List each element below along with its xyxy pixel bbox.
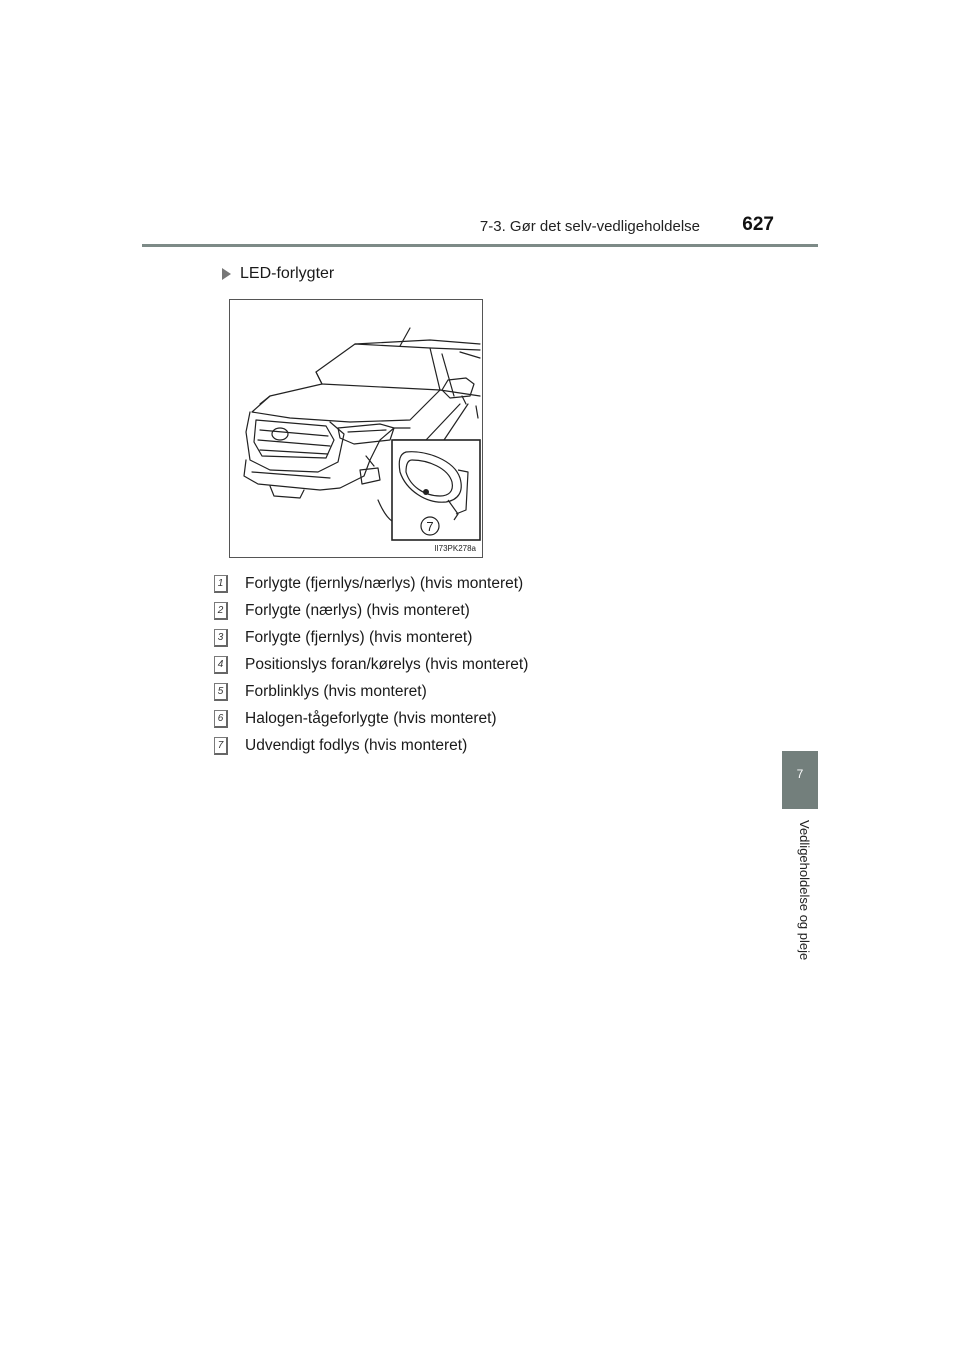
legend-list [214,570,528,759]
legend-number-badge: 3 [214,629,228,647]
legend-number-badge: 5 [214,683,228,701]
header-rule [142,244,818,247]
legend-number-badge: 1 [214,575,228,593]
header-title: 7-3. Gør det selv-vedligeholdelse [479,218,700,235]
legend-item [214,678,528,705]
chapter-number: 7 [796,767,804,781]
legend-text: Forlygte (fjernlys/nærlys) (hvis monteret) [245,574,524,592]
figure-code: II73PK278a [434,544,476,553]
page-number: 627 [742,214,774,235]
chapter-side-title: Vedligeholdelse og pleje [797,820,812,961]
legend-item [214,570,528,597]
legend-text: Udvendigt fodlys (hvis monteret) [245,736,468,754]
legend-item [214,624,528,651]
section-heading [222,265,334,283]
triangle-bullet-icon [222,268,231,280]
legend-text: Forblinklys (hvis monteret) [245,682,427,700]
legend-number-badge: 4 [214,656,228,674]
section-heading-text: LED-forlygter [240,265,335,282]
figure-callout-number: 7 [426,519,434,534]
legend-text: Halogen-tågeforlygte (hvis monteret) [245,709,497,727]
vehicle-illustration [230,300,482,557]
legend-item [214,597,528,624]
legend-number-badge: 2 [214,602,228,620]
legend-item [214,705,528,732]
legend-text: Positionslys foran/kørelys (hvis monteret) [245,655,529,673]
legend-item [214,651,528,678]
vehicle-figure [229,299,483,558]
legend-number-badge: 6 [214,710,228,728]
legend-text: Forlygte (fjernlys) (hvis monteret) [245,628,473,646]
legend-number-badge: 7 [214,737,228,755]
chapter-tab[interactable] [782,751,818,809]
legend-text: Forlygte (nærlys) (hvis monteret) [245,601,470,619]
legend-item [214,732,528,759]
